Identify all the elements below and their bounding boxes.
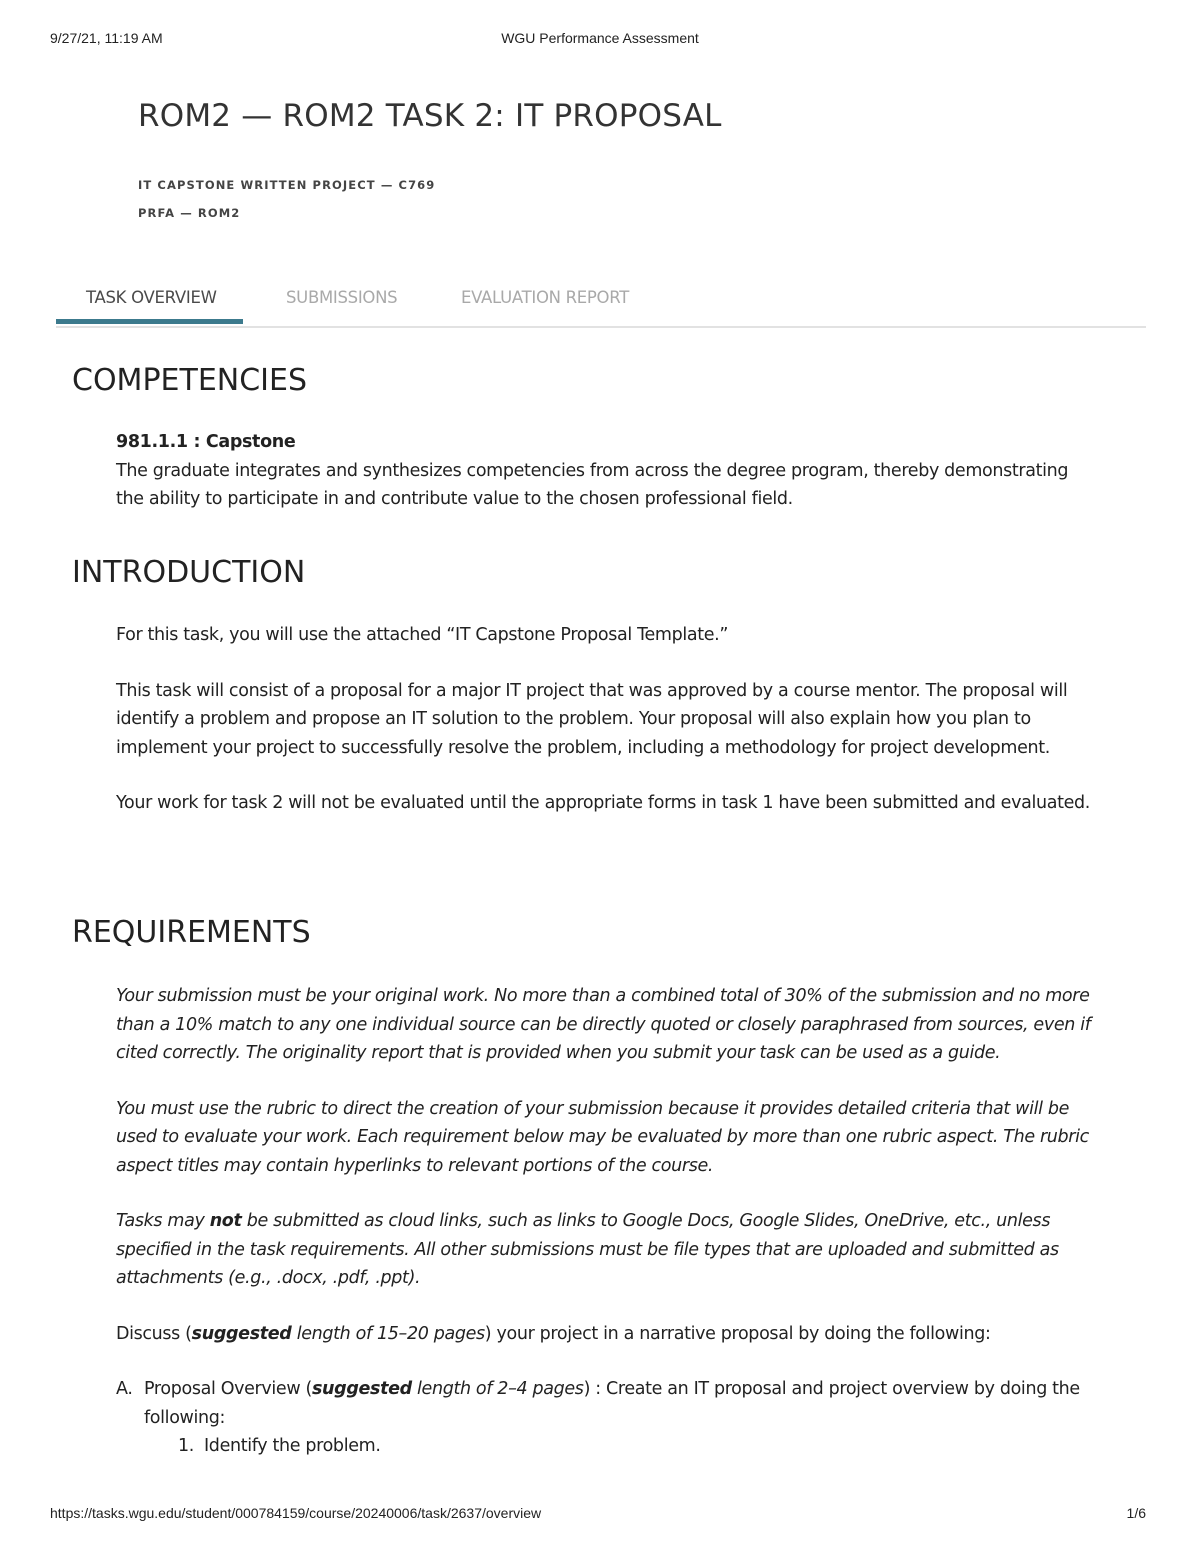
tab-submissions[interactable]: SUBMISSIONS — [286, 288, 398, 307]
tab-task-overview[interactable]: TASK OVERVIEW — [86, 288, 217, 307]
requirements-body — [116, 982, 1096, 1461]
requirement-item-a: A. Proposal Overview (suggested length of 2–4 pages) : Create an IT proposal and project overview by doing the following: 1. Identify the problem. — [116, 1375, 1096, 1461]
originality-note: Your submission must be your original work. No more than a combined total of 30% of the submission and no more than a 10% match to any one individual source can be directly quoted or closely paraphrased from sources, even if cited correctly. The originality report that is provided when you submit your task can be used as a guide. — [116, 986, 1091, 1063]
rubric-note: You must use the rubric to direct the creation of your submission because it provides detailed criteria that will be used to evaluate your work. Each requirement below may be evaluated by more than one rubric aspect. The rubric aspect titles may contain hyperlinks to relevant portions of the course. — [116, 1098, 1089, 1176]
competency-title: 981.1.1 : Capstone — [116, 432, 296, 452]
active-tab-indicator — [56, 319, 243, 324]
list-marker: 1. — [178, 1436, 194, 1456]
introduction-body — [116, 621, 1096, 845]
print-title: WGU Performance Assessment — [501, 30, 699, 46]
page-title: ROM2 — ROM2 TASK 2: IT PROPOSAL — [138, 98, 722, 134]
competency-description: The graduate integrates and synthesizes competencies from across the degree program, thereby demonstrating the ability to participate in and contribute value to the chosen professional field. — [116, 460, 1069, 509]
competencies-heading: COMPETENCIES — [72, 363, 308, 398]
submission-format-note: Tasks may not be submitted as cloud links, such as links to Google Docs, Google Slides, OneDrive, etc., unless specified in the task requirements. All other submissions must be file types that are uploaded and submitted as attachments (e.g., .docx, .pdf, .ppt). — [116, 1211, 1059, 1288]
page-url: https://tasks.wgu.edu/student/000784159/course/20240006/task/2637/overview — [50, 1505, 542, 1521]
course-name: IT CAPSTONE WRITTEN PROJECT — C769 — [138, 178, 436, 192]
print-date: 9/27/21, 11:19 AM — [50, 30, 163, 46]
tab-evaluation-report[interactable]: EVALUATION REPORT — [461, 288, 629, 307]
introduction-heading: INTRODUCTION — [72, 555, 306, 590]
competency-item — [116, 428, 1096, 514]
tab-bar — [56, 280, 1146, 328]
discuss-instruction: Discuss (suggested length of 15–20 pages) your project in a narrative proposal by doing the following: — [116, 1323, 991, 1344]
requirements-heading: REQUIREMENTS — [72, 915, 311, 950]
task-code: PRFA — ROM2 — [138, 206, 241, 220]
requirement-item-a1: 1. Identify the problem. — [178, 1432, 1096, 1461]
page-number: 1/6 — [1126, 1505, 1146, 1521]
intro-paragraph: This task will consist of a proposal for a major IT project that was approved by a course mentor. The proposal will identify a problem and propose an IT solution to the problem. Your proposal will also explain how you plan to implement your project to successfully resolve the problem, including a methodology for project development. — [116, 680, 1068, 758]
list-marker: A. — [116, 1379, 133, 1399]
intro-paragraph: Your work for task 2 will not be evaluated until the appropriate forms in task 1 have been submitted and evaluated. — [116, 793, 1090, 813]
intro-paragraph: For this task, you will use the attached “IT Capstone Proposal Template.” — [116, 625, 729, 645]
